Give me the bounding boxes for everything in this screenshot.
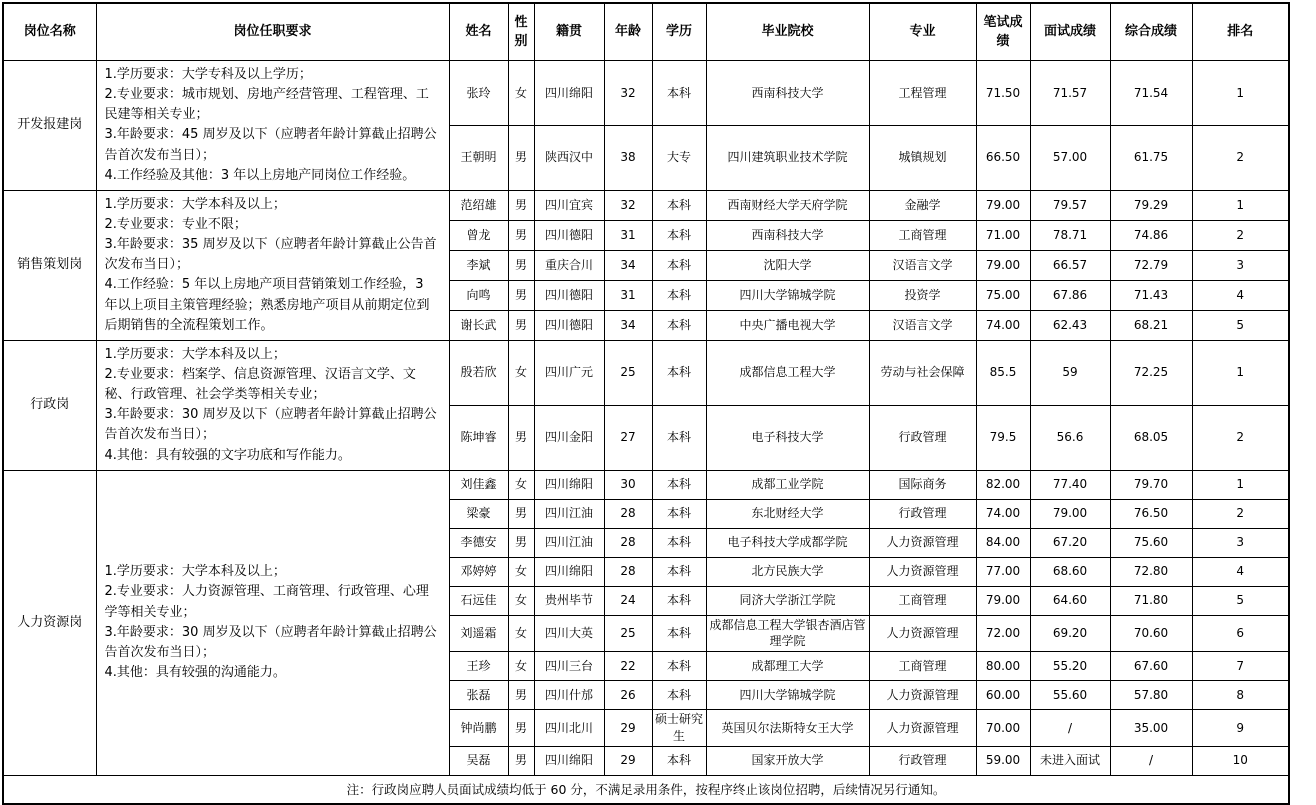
recruitment-results-table [2,2,1290,805]
overall-score: 35.00 [1110,710,1192,747]
interview-score: 62.43 [1030,310,1110,340]
written-score: 79.00 [976,250,1030,280]
candidate-native-place: 四川德阳 [534,310,604,340]
rank: 6 [1192,615,1289,652]
written-score: 74.00 [976,499,1030,528]
header-requirements: 岗位任职要求 [96,3,449,61]
requirement-line: 2.专业要求：人力资源管理、工商管理、行政管理、心理学等相关专业； [104,584,429,620]
overall-score: 68.05 [1110,405,1192,470]
candidate-age: 28 [604,557,652,586]
interview-score: 59 [1030,340,1110,405]
candidate-school: 国家开放大学 [706,746,869,775]
requirement-line: 4.其他：具有较强的沟通能力。 [104,665,286,681]
candidate-major: 人力资源管理 [869,710,976,747]
header-interview-score: 面试成绩 [1030,3,1110,61]
candidate-school: 中央广播电视大学 [706,310,869,340]
requirement-line: 1.学历要求：大学本科及以上； [104,196,286,212]
candidate-native-place: 四川大英 [534,615,604,652]
header-name: 姓名 [449,3,508,61]
candidate-major: 人力资源管理 [869,615,976,652]
candidate-gender: 男 [508,310,534,340]
candidate-education: 本科 [652,190,706,220]
candidate-school: 同济大学浙江学院 [706,586,869,615]
candidate-education: 本科 [652,470,706,499]
candidate-native-place: 重庆合川 [534,250,604,280]
candidate-gender: 男 [508,190,534,220]
candidate-age: 34 [604,310,652,340]
written-score: 71.50 [976,61,1030,126]
candidate-gender: 男 [508,746,534,775]
overall-score: 72.79 [1110,250,1192,280]
requirement-line: 1.学历要求：大学本科及以上； [104,346,286,362]
header-age: 年龄 [604,3,652,61]
written-score: 79.00 [976,586,1030,615]
candidate-gender: 男 [508,250,534,280]
written-score: 82.00 [976,470,1030,499]
candidate-name: 谢长武 [449,310,508,340]
interview-score: 77.40 [1030,470,1110,499]
candidate-education: 本科 [652,681,706,710]
rank: 2 [1192,125,1289,190]
overall-score: 71.54 [1110,61,1192,126]
overall-score: 79.29 [1110,190,1192,220]
interview-score: 68.60 [1030,557,1110,586]
candidate-gender: 男 [508,125,534,190]
candidate-row [3,340,1289,405]
rank: 2 [1192,499,1289,528]
candidate-age: 32 [604,61,652,126]
candidate-native-place: 四川绵阳 [534,557,604,586]
overall-score: 74.86 [1110,220,1192,250]
candidate-age: 22 [604,652,652,681]
interview-score: / [1030,710,1110,747]
candidate-native-place: 四川宜宾 [534,190,604,220]
interview-score: 57.00 [1030,125,1110,190]
overall-score: 61.75 [1110,125,1192,190]
header-education: 学历 [652,3,706,61]
candidate-native-place: 四川绵阳 [534,746,604,775]
candidate-native-place: 四川德阳 [534,220,604,250]
candidate-age: 31 [604,220,652,250]
header-rank: 排名 [1192,3,1289,61]
candidate-major: 金融学 [869,190,976,220]
candidate-name: 王朝明 [449,125,508,190]
position-name: 销售策划岗 [3,190,96,340]
candidate-major: 人力资源管理 [869,557,976,586]
candidate-school: 西南财经大学天府学院 [706,190,869,220]
candidate-name: 张玲 [449,61,508,126]
header-row [3,3,1289,61]
candidate-native-place: 四川广元 [534,340,604,405]
interview-score: 69.20 [1030,615,1110,652]
candidate-school: 英国贝尔法斯特女王大学 [706,710,869,747]
candidate-school: 成都理工大学 [706,652,869,681]
candidate-native-place: 四川德阳 [534,280,604,310]
requirement-line: 2.专业要求：档案学、信息资源管理、汉语言文学、文秘、行政管理、社会学类等相关专业； [104,366,416,403]
candidate-major: 行政管理 [869,499,976,528]
candidate-education: 本科 [652,61,706,126]
overall-score: 76.50 [1110,499,1192,528]
candidate-name: 刘遥霜 [449,615,508,652]
interview-score: 未进入面试 [1030,746,1110,775]
candidate-name: 向鸣 [449,280,508,310]
interview-score: 67.20 [1030,528,1110,557]
rank: 8 [1192,681,1289,710]
candidate-gender: 男 [508,681,534,710]
candidate-school: 四川大学锦城学院 [706,681,869,710]
candidate-native-place: 陕西汉中 [534,125,604,190]
requirement-line: 4.工作经验及其他：3 年以上房地产同岗位工作经验。 [104,167,416,183]
interview-score: 78.71 [1030,220,1110,250]
candidate-school: 北方民族大学 [706,557,869,586]
position-requirements [96,190,449,340]
header-native-place: 籍贯 [534,3,604,61]
candidate-education: 本科 [652,586,706,615]
position-requirements [96,470,449,775]
written-score: 80.00 [976,652,1030,681]
candidate-native-place: 四川什邡 [534,681,604,710]
candidate-name: 李斌 [449,250,508,280]
written-score: 77.00 [976,557,1030,586]
candidate-gender: 女 [508,615,534,652]
interview-score: 67.86 [1030,280,1110,310]
candidate-gender: 女 [508,61,534,126]
interview-score: 64.60 [1030,586,1110,615]
overall-score: 79.70 [1110,470,1192,499]
rank: 3 [1192,528,1289,557]
requirement-line: 2.专业要求：专业不限； [104,216,247,232]
header-major: 专业 [869,3,976,61]
candidate-gender: 女 [508,340,534,405]
candidate-education: 本科 [652,557,706,586]
candidate-age: 29 [604,746,652,775]
candidate-major: 汉语言文学 [869,310,976,340]
candidate-name: 刘佳鑫 [449,470,508,499]
rank: 2 [1192,405,1289,470]
written-score: 79.5 [976,405,1030,470]
header-written-score: 笔试成绩 [976,3,1030,61]
candidate-name: 曾龙 [449,220,508,250]
requirement-line: 3.年龄要求：30 周岁及以下（应聘者年龄计算截止招聘公告首次发布当日）； [104,407,437,443]
overall-score: 71.80 [1110,586,1192,615]
candidate-gender: 女 [508,470,534,499]
candidate-name: 范绍雄 [449,190,508,220]
candidate-gender: 男 [508,499,534,528]
candidate-gender: 女 [508,652,534,681]
candidate-major: 工程管理 [869,61,976,126]
interview-score: 56.6 [1030,405,1110,470]
candidate-school: 成都信息工程大学 [706,340,869,405]
candidate-education: 本科 [652,528,706,557]
requirement-line: 3.年龄要求：35 周岁及以下（应聘者年龄计算截止公告首次发布当日）； [104,237,437,273]
interview-score: 55.60 [1030,681,1110,710]
candidate-education: 本科 [652,340,706,405]
written-score: 71.00 [976,220,1030,250]
header-overall-score: 综合成绩 [1110,3,1192,61]
rank: 3 [1192,250,1289,280]
candidate-name: 吴磊 [449,746,508,775]
written-score: 79.00 [976,190,1030,220]
candidate-row [3,470,1289,499]
candidate-row [3,190,1289,220]
candidate-education: 本科 [652,615,706,652]
overall-score: 71.43 [1110,280,1192,310]
candidate-major: 人力资源管理 [869,528,976,557]
candidate-name: 陈坤睿 [449,405,508,470]
rank: 4 [1192,280,1289,310]
candidate-name: 邓婷婷 [449,557,508,586]
overall-score: 72.25 [1110,340,1192,405]
candidate-school: 成都工业学院 [706,470,869,499]
candidate-school: 四川大学锦城学院 [706,280,869,310]
interview-score: 55.20 [1030,652,1110,681]
position-requirements [96,340,449,470]
candidate-education: 硕士研究生 [652,710,706,747]
candidate-name: 殷若欣 [449,340,508,405]
requirement-line: 3.年龄要求：45 周岁及以下（应聘者年龄计算截止招聘公告首次发布当日）； [104,127,437,163]
note-row [3,775,1289,804]
interview-score: 66.57 [1030,250,1110,280]
candidate-native-place: 四川三台 [534,652,604,681]
candidate-row [3,61,1289,126]
written-score: 66.50 [976,125,1030,190]
candidate-age: 34 [604,250,652,280]
candidate-major: 汉语言文学 [869,250,976,280]
candidate-name: 李德安 [449,528,508,557]
candidate-major: 行政管理 [869,405,976,470]
candidate-major: 工商管理 [869,586,976,615]
position-name: 行政岗 [3,340,96,470]
interview-score: 79.57 [1030,190,1110,220]
candidate-education: 本科 [652,746,706,775]
overall-score: 57.80 [1110,681,1192,710]
overall-score: 70.60 [1110,615,1192,652]
candidate-major: 行政管理 [869,746,976,775]
note-text: 注：行政岗应聘人员面试成绩均低于 60 分，不满足录用条件，按程序终止该岗位招聘，后续情况另行通知。 [3,775,1289,804]
written-score: 60.00 [976,681,1030,710]
rank: 1 [1192,470,1289,499]
rank: 1 [1192,190,1289,220]
written-score: 84.00 [976,528,1030,557]
candidate-age: 27 [604,405,652,470]
overall-score: 75.60 [1110,528,1192,557]
candidate-major: 国际商务 [869,470,976,499]
candidate-school: 成都信息工程大学银杏酒店管理学院 [706,615,869,652]
candidate-major: 工商管理 [869,220,976,250]
written-score: 72.00 [976,615,1030,652]
written-score: 74.00 [976,310,1030,340]
candidate-age: 25 [604,340,652,405]
candidate-education: 本科 [652,499,706,528]
overall-score: 72.80 [1110,557,1192,586]
candidate-education: 本科 [652,220,706,250]
candidate-education: 本科 [652,405,706,470]
candidate-gender: 男 [508,405,534,470]
candidate-name: 钟尚鹏 [449,710,508,747]
candidate-school: 西南科技大学 [706,61,869,126]
requirement-line: 1.学历要求：大学专科及以上学历； [104,67,312,82]
candidate-school: 西南科技大学 [706,220,869,250]
candidate-school: 电子科技大学成都学院 [706,528,869,557]
rank: 5 [1192,310,1289,340]
candidate-gender: 男 [508,220,534,250]
candidate-age: 24 [604,586,652,615]
candidate-native-place: 四川江油 [534,528,604,557]
candidate-school: 电子科技大学 [706,405,869,470]
requirement-line: 4.其他：具有较强的文字功底和写作能力。 [104,447,351,463]
candidate-native-place: 四川金阳 [534,405,604,470]
written-score: 59.00 [976,746,1030,775]
candidate-name: 梁豪 [449,499,508,528]
rank: 5 [1192,586,1289,615]
written-score: 75.00 [976,280,1030,310]
rank: 1 [1192,61,1289,126]
candidate-native-place: 四川北川 [534,710,604,747]
candidate-gender: 女 [508,557,534,586]
candidate-major: 城镇规划 [869,125,976,190]
position-name: 开发报建岗 [3,61,96,191]
rank: 4 [1192,557,1289,586]
candidate-gender: 男 [508,710,534,747]
candidate-age: 26 [604,681,652,710]
candidate-major: 劳动与社会保障 [869,340,976,405]
written-score: 70.00 [976,710,1030,747]
candidate-major: 工商管理 [869,652,976,681]
candidate-gender: 女 [508,586,534,615]
header-gender: 性别 [508,3,534,61]
candidate-native-place: 四川江油 [534,499,604,528]
requirement-line: 2.专业要求：城市规划、房地产经营管理、工程管理、工民建等相关专业； [104,87,429,123]
overall-score: 67.60 [1110,652,1192,681]
candidate-age: 38 [604,125,652,190]
candidate-school: 沈阳大学 [706,250,869,280]
requirement-line: 4.工作经验：5 年以上房地产项目营销策划工作经验，3 年以上项目主策管理经验；熟悉房地产项目从前期定位到后期销售的全流程策划工作。 [104,277,430,333]
candidate-education: 本科 [652,250,706,280]
candidate-gender: 男 [508,280,534,310]
candidate-native-place: 四川绵阳 [534,470,604,499]
candidate-native-place: 四川绵阳 [534,61,604,126]
candidate-age: 30 [604,470,652,499]
interview-score: 71.57 [1030,61,1110,126]
rank: 2 [1192,220,1289,250]
candidate-age: 29 [604,710,652,747]
candidate-education: 大专 [652,125,706,190]
candidate-age: 28 [604,528,652,557]
rank: 10 [1192,746,1289,775]
candidate-name: 张磊 [449,681,508,710]
header-position: 岗位名称 [3,3,96,61]
candidate-age: 31 [604,280,652,310]
requirement-line: 1.学历要求：大学本科及以上； [104,564,286,580]
rank: 1 [1192,340,1289,405]
candidate-gender: 男 [508,528,534,557]
candidate-name: 王珍 [449,652,508,681]
candidate-school: 四川建筑职业技术学院 [706,125,869,190]
rank: 9 [1192,710,1289,747]
position-name: 人力资源岗 [3,470,96,775]
written-score: 85.5 [976,340,1030,405]
candidate-school: 东北财经大学 [706,499,869,528]
candidate-major: 投资学 [869,280,976,310]
candidate-native-place: 贵州毕节 [534,586,604,615]
interview-score: 79.00 [1030,499,1110,528]
header-school: 毕业院校 [706,3,869,61]
overall-score: 68.21 [1110,310,1192,340]
position-requirements [96,61,449,191]
candidate-education: 本科 [652,310,706,340]
candidate-name: 石远佳 [449,586,508,615]
candidate-age: 32 [604,190,652,220]
candidate-age: 28 [604,499,652,528]
candidate-education: 本科 [652,652,706,681]
requirement-line: 3.年龄要求：30 周岁及以下（应聘者年龄计算截止招聘公告首次发布当日）； [104,624,437,660]
rank: 7 [1192,652,1289,681]
candidate-age: 25 [604,615,652,652]
overall-score: / [1110,746,1192,775]
candidate-education: 本科 [652,280,706,310]
candidate-major: 人力资源管理 [869,681,976,710]
